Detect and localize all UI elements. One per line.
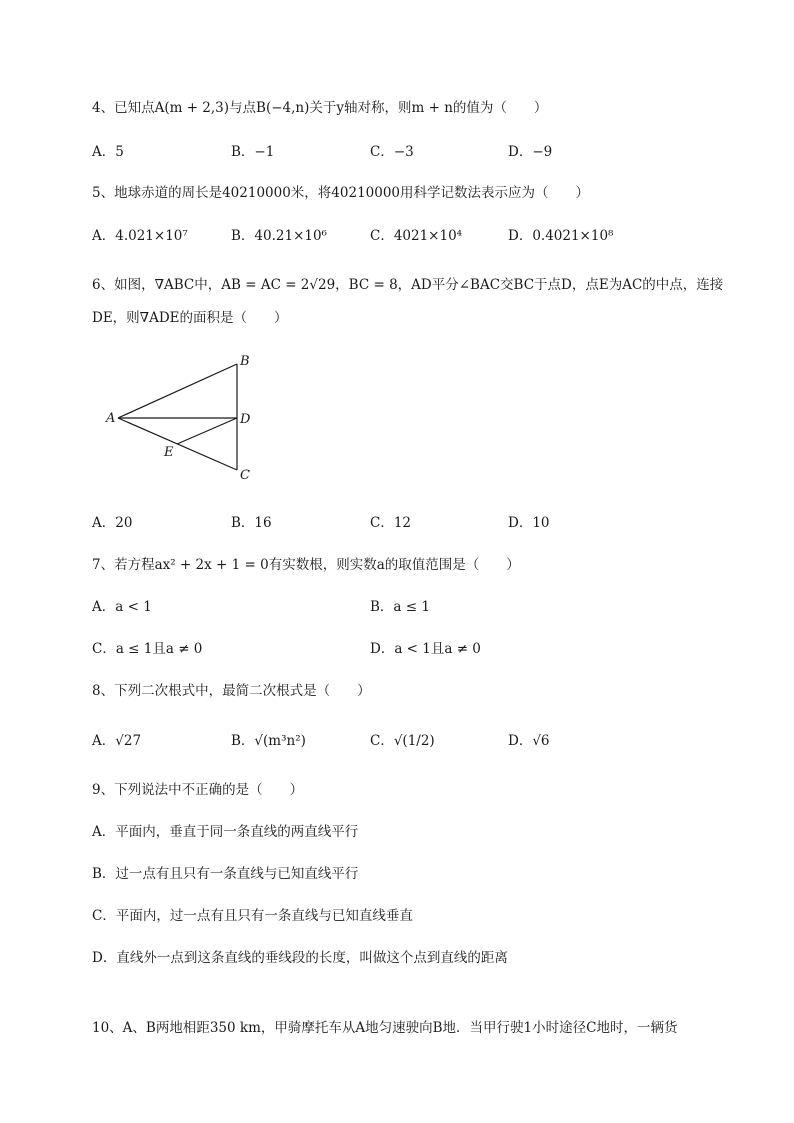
question-4-option-c: C．−3 <box>370 144 414 160</box>
question-5-option-d: D．0.4021×10⁸ <box>508 228 614 244</box>
label-b: B <box>240 354 250 369</box>
segment-de <box>177 418 237 444</box>
question-7-option-d: D．a < 1且a ≠ 0 <box>370 641 481 657</box>
question-8-option-a: A．√27 <box>92 733 142 749</box>
question-6-option-a: A．20 <box>92 515 133 531</box>
question-6-stem-line-1: 6、如图，∇ABC中，AB = AC = 2√29，BC = 8，AD平分∠BAC交BC于点D，点E为AC的中点，连接 <box>92 277 724 293</box>
question-9-option-d: D．直线外一点到这条直线的垂线段的长度，叫做这个点到直线的距离 <box>92 950 508 966</box>
label-e: E <box>164 445 174 460</box>
label-d: D <box>240 412 251 427</box>
question-9-option-c: C．平面内，过一点有且只有一条直线与已知直线垂直 <box>92 908 413 924</box>
question-9-option-a: A．平面内，垂直于同一条直线的两直线平行 <box>92 824 359 840</box>
question-10-stem: 10、A、B两地相距350 km，甲骑摩托车从A地匀速驶向B地．当甲行驶1小时途径C地时，一辆货 <box>92 1020 678 1036</box>
question-5-option-c: C．4021×10⁴ <box>370 228 463 244</box>
label-c: C <box>240 468 250 483</box>
question-5-option-b: B．40.21×10⁶ <box>231 228 327 244</box>
question-4-option-b: B．−1 <box>231 144 275 160</box>
question-7-option-a: A．a < 1 <box>92 599 152 615</box>
question-8-option-d: D．√6 <box>508 733 550 749</box>
question-7-option-b: B．a ≤ 1 <box>370 599 430 615</box>
question-5-option-a: A．4.021×10⁷ <box>92 228 188 244</box>
question-9-stem: 9、下列说法中不正确的是（ ） <box>92 782 304 798</box>
label-a: A <box>106 411 116 426</box>
question-7-stem: 7、若方程ax² + 2x + 1 = 0有实数根，则实数a的取值范围是（ ） <box>92 557 520 573</box>
question-6-option-b: B．16 <box>231 515 272 531</box>
segment-ab <box>118 364 237 418</box>
question-9-option-b: B．过一点有且只有一条直线与已知直线平行 <box>92 866 359 882</box>
triangle-figure <box>100 348 270 488</box>
question-6-stem-line-2: DE，则∇ADE的面积是（ ） <box>92 310 288 326</box>
question-6-option-c: C．12 <box>370 515 412 531</box>
question-5-stem: 5、地球赤道的周长是40210000米，将40210000用科学记数法表示应为（ ） <box>92 185 590 201</box>
question-7-option-c: C．a ≤ 1且a ≠ 0 <box>92 641 203 657</box>
question-8-option-b: B．√(m³n²) <box>231 733 306 749</box>
question-4-option-d: D．−9 <box>508 144 553 160</box>
question-8-stem: 8、下列二次根式中，最简二次根式是（ ） <box>92 683 371 699</box>
question-8-option-c: C．√(1/2) <box>370 733 435 749</box>
question-6-option-d: D．10 <box>508 515 550 531</box>
question-4-option-a: A．5 <box>92 144 124 160</box>
question-4-stem: 4、已知点A(m + 2,3)与点B(−4,n)关于y轴对称，则m + n的值为（ ） <box>92 100 548 116</box>
